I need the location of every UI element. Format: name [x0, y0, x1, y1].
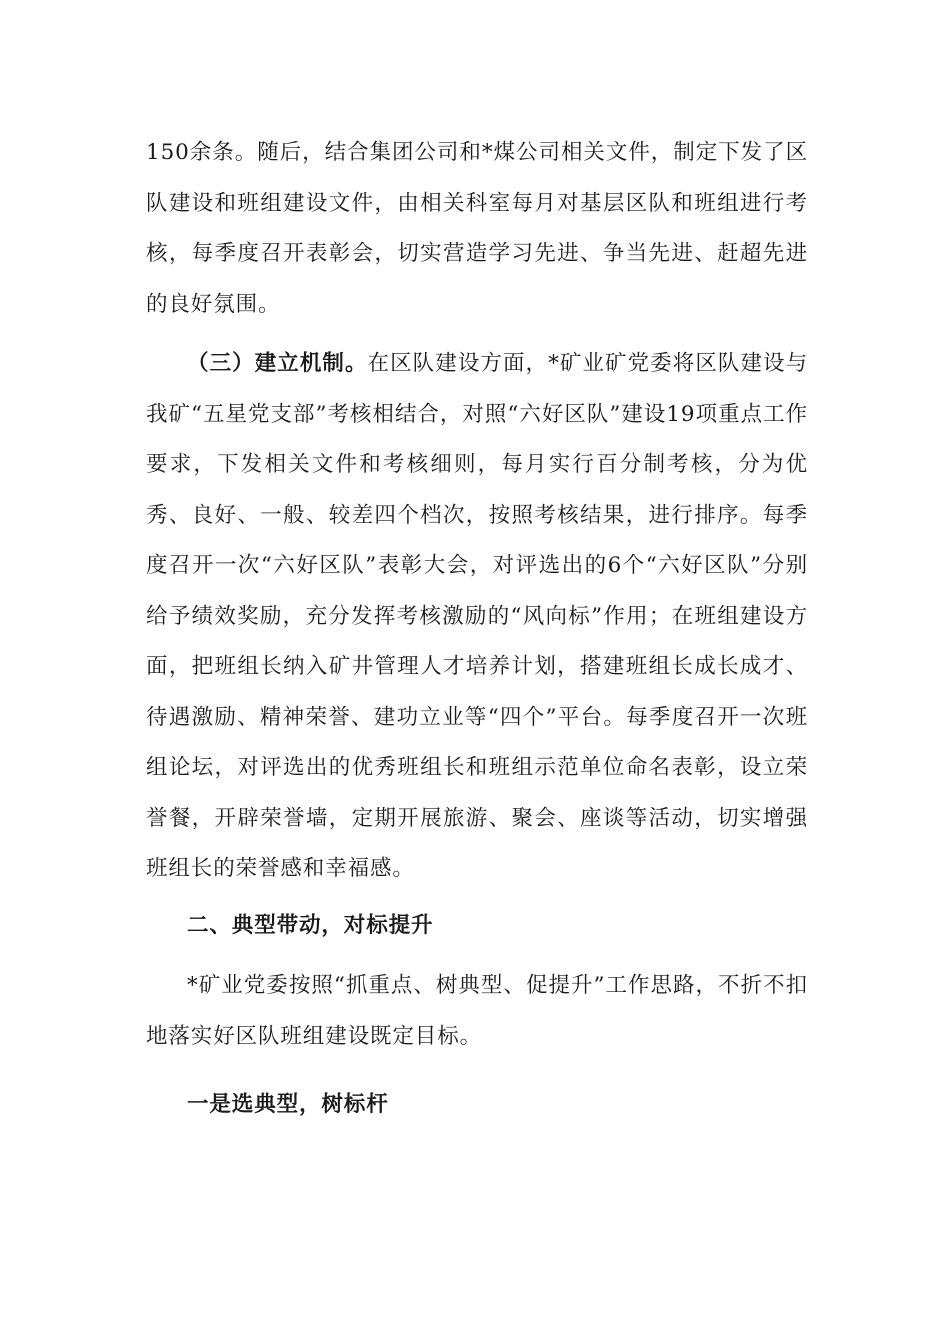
paragraph-body: 在区队建设方面，*矿业矿党委将区队建设与我矿“五星党支部”考核相结合，对照“六好区队”建设19项重点工作要求，下发相关文件和考核细则，每月实行百分制考核，分为优秀、良好、一般、较差四个档次，按照考核结果，进行排序。每季度召开一次“六好区队”表彰大会，对评选出的6个“六好区队”分别给予绩效奖励，充分发挥考核激励的“风向标”作用；在班组建设方面，把班组长纳入矿井管理人才培养计划，搭建班组长成长成才、待遇激励、精神荣誉、建功立业等“四个”平台。每季度召开一次班组论坛，对评选出的优秀班组长和班组示范单位命名表彰，设立荣誉餐，开辟荣誉墙，定期开展旅游、聚会、座谈等活动，切实增强班组长的荣誉感和幸福感。: [146, 351, 808, 881]
subsection-heading: 一是选典型，树标杆: [187, 1092, 389, 1117]
paragraph-establish-mechanism: [146, 339, 808, 895]
section-heading: 二、典型带动，对标提升: [187, 913, 434, 938]
paragraph-continued: 150余条。随后，结合集团公司和*煤公司相关文件，制定下发了区队建设和班组建设文件，由相关科室每月对基层区队和班组进行考核，每季度召开表彰会，切实营造学习先进、争当先进、赶超先进的良好氛围。: [146, 140, 808, 317]
paragraph-lead-heading: （三）建立机制。: [187, 351, 368, 376]
paragraph-section-intro: *矿业党委按照“抓重点、树典型、促提升”工作思路，不折不扣地落实好区队班组建设既定目标。: [146, 973, 808, 1049]
